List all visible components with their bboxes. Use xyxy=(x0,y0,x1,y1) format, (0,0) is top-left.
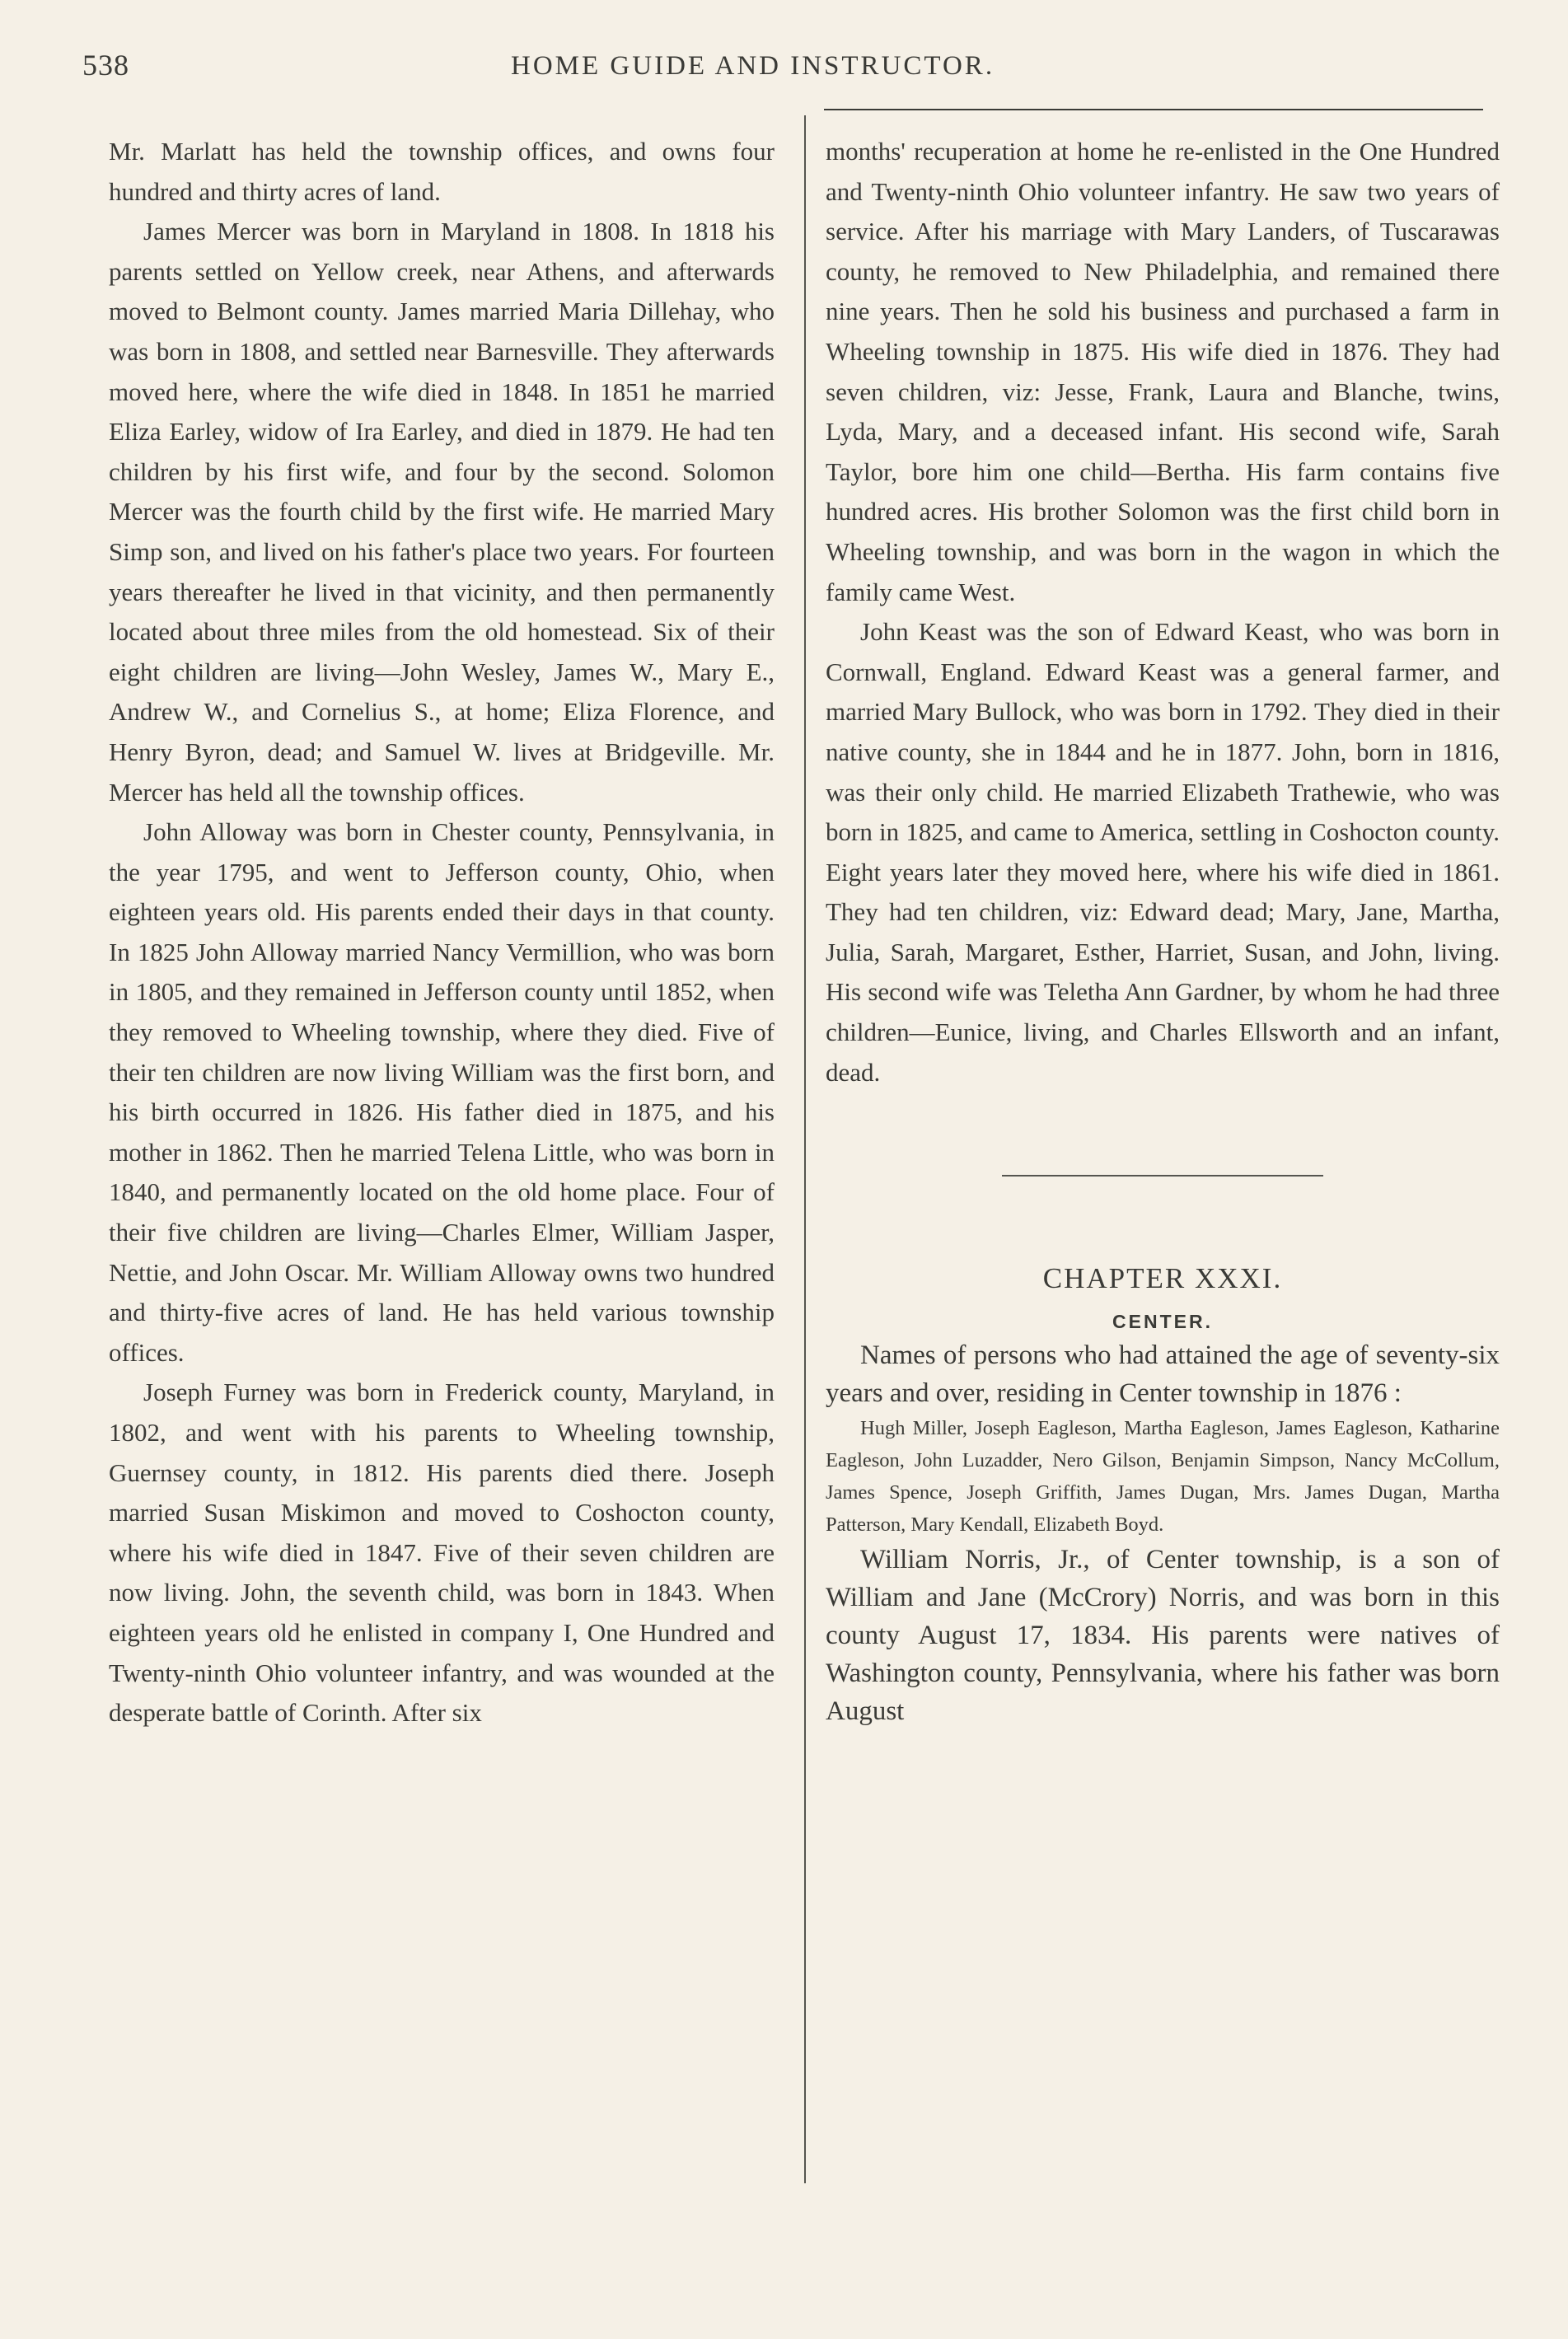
page-number: 538 xyxy=(82,49,129,82)
paragraph-marlatt: Mr. Marlatt has held the township offices, and owns four hundred and thirty acres of land. xyxy=(109,137,775,206)
left-column xyxy=(109,132,775,1733)
column-divider xyxy=(804,115,806,2183)
paragraph-james-mercer: James Mercer was born in Maryland in 1808. In 1818 his parents settled on Yellow creek, near Athens, and afterwards moved to Belmont county. James married Maria Dillehay, who was born in 1808, and settled near Barnesville. They afterwards moved here, where the wife died in 1848. In 1851 he married Eliza Earley, widow of Ira Earley, and died in 1879. He had ten children by his first wife, and four by the second. Solomon Mercer was the fourth child by the first wife. He married Mary Simp son, and lived on his father's place two years. For fourteen years thereafter he lived in that vicinity, and then permanently located about three miles from the old homestead. Six of their eight children are living—John Wesley, James W., Mary E., Andrew W., and Cornelius S., at home; Eliza Florence, and Henry Byron, dead; and Samuel W. lives at Bridgeville. Mr. Mercer has held all the township offices. xyxy=(109,217,775,807)
chapter-title: CHAPTER XXXI. xyxy=(1042,1262,1283,1295)
paragraph-john-keast: John Keast was the son of Edward Keast, who was born in Cornwall, England. Edward Keast was a general farmer, and married Mary Bullock, who was born in 1792. They died in their native county, she in 1844 and he in 1877. John, born in 1816, was their only child. He married Elizabeth Trathewie, who was born in 1825, and came to America, settling in Coshocton county. Eight years later they moved here, where his wife died in 1861. They had ten children, viz: Edward dead; Mary, Jane, Martha, Julia, Sarah, Margaret, Esther, Harriet, Susan, and John, living. His second wife was Teletha Ann Gardner, by whom he had three children—Eunice, living, and Charles Ellsworth and an infant, dead. xyxy=(826,617,1500,1087)
header-rule xyxy=(824,109,1483,110)
chapter-intro: Names of persons who had attained the age of seventy-six years and over, residing in Center township in 1876 : xyxy=(826,1340,1500,1409)
paragraph-joseph-furney: Joseph Furney was born in Frederick county, Maryland, in 1802, and went with his parents to Wheeling township, Guernsey county, in 1812. His parents died there. Joseph married Susan Miskimon and moved to Coshocton county, where his wife died in 1847. Five of their seven children are now living. John, the seventh child, was born in 1843. When eighteen years old he enlisted in company I, One Hundred and Twenty-ninth Ohio volunteer infantry, and was wounded at the desperate battle of Corinth. After six xyxy=(109,1378,775,1728)
paragraph-william-norris: William Norris, Jr., of Center township, is a son of William and Jane (McCrory) Norris, and was born in this county August 17, 1834. His parents were natives of Washington county, Pennsylvania, where his father was born August xyxy=(826,1545,1500,1727)
running-title: HOME GUIDE AND INSTRUCTOR. xyxy=(511,51,995,81)
page-header xyxy=(82,48,1508,97)
names-list: Hugh Miller, Joseph Eagleson, Martha Eagleson, James Eagleson, Katharine Eagleson, John Luzadder, Nero Gilson, Benjamin Simpson, Nancy McCollum, James Spence, Joseph Griffith, James Dugan, Mrs. James Dugan, Martha Patterson, Mary Kendall, Elizabeth Boyd. xyxy=(826,1417,1500,1537)
right-column xyxy=(826,132,1500,1730)
paragraph-john-alloway: John Alloway was born in Chester county, Pennsylvania, in the year 1795, and went to Jefferson county, Ohio, when eighteen years old. His parents ended their days in that county. In 1825 John Alloway married Nancy Vermillion, who was born in 1805, and they remained in Jefferson county until 1852, when they removed to Wheeling township, where they died. Five of their ten children are now living William was the first born, and his birth occurred in 1826. His father died in 1875, and his mother in 1862. Then he married Telena Little, who was born in 1840, and permanently located on the old home place. Four of their five children are living—Charles Elmer, William Jasper, Nettie, and John Oscar. Mr. William Alloway owns two hundred and thirty-five acres of land. He has held various township offices. xyxy=(109,817,775,1367)
section-rule xyxy=(1002,1175,1323,1177)
chapter-subtitle: CENTER. xyxy=(1112,1311,1213,1333)
paragraph-furney-continued: months' recuperation at home he re-enlisted in the One Hundred and Twenty-ninth Ohio volunteer infantry. He saw two years of service. After his marriage with Mary Landers, of Tuscarawas county, he removed to New Philadelphia, and remained there nine years. Then he sold his business and purchased a farm in Wheeling township in 1875. His wife died in 1876. They had seven children, viz: Jesse, Frank, Laura and Blanche, twins, Lyda, Mary, and a deceased infant. His second wife, Sarah Taylor, bore him one child—Bertha. His farm contains five hundred acres. His brother Solomon was the first child born in Wheeling township, and was born in the wagon in which the family came West. xyxy=(826,137,1500,606)
